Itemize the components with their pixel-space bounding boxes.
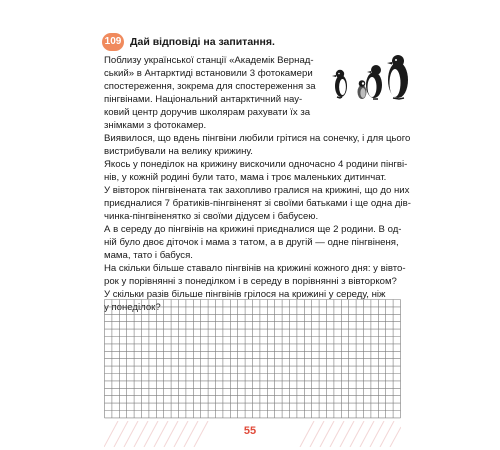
problem-line: На скільки більше ставало пінгвінів на крижині кожного дня: у вівто- bbox=[104, 263, 406, 274]
intro-line: пінгвінами. Національний антарктичний нау- bbox=[104, 94, 303, 105]
problem-line: вистрибували на велику крижину. bbox=[104, 146, 253, 157]
intro-line: спостереження, зокрема для спостереження за bbox=[104, 81, 316, 92]
task-number-badge: 109 bbox=[102, 33, 124, 51]
grid-lines bbox=[104, 299, 401, 420]
problem-line: нів, у кожній родині були тато, мама і троє маленьких дитинчат. bbox=[104, 172, 387, 183]
problem-line: приєдналися 7 братиків-пінгвіненят зі своїми батьками і ще одна дів- bbox=[104, 198, 411, 209]
problem-line: А в середу до пінгвінів на крижині приєдналися ще 2 родини. В од- bbox=[104, 224, 402, 235]
penguins-illustration bbox=[328, 52, 414, 102]
problem-line: У скільки разів більше пінгвінів грілося на крижині у середу, ніж bbox=[104, 289, 386, 300]
intro-paragraph bbox=[104, 54, 316, 132]
problem-line: мама, тато і бабуся. bbox=[104, 250, 193, 261]
answer-grid[interactable] bbox=[104, 299, 401, 420]
page-number: 55 bbox=[243, 425, 257, 437]
problem-line: у понеділок? bbox=[104, 302, 161, 313]
problem-line: чинка-пінгвіненятко зі своїми дідусем і бабусею. bbox=[104, 211, 319, 222]
intro-line: знімками з фотокамер. bbox=[104, 120, 207, 131]
problem-line: рок у порівнянні з понеділком і в середу в порівнянні з вівторком? bbox=[104, 276, 397, 287]
penguin-icon bbox=[387, 55, 408, 99]
intro-line: ковий центр доручив школярам рахувати їх за bbox=[104, 107, 311, 118]
problem-line: ній було двоє діточок і мама з татом, а в другій — одне пінгвіненя, bbox=[104, 237, 399, 248]
penguin-icon bbox=[358, 80, 367, 99]
problem-text bbox=[104, 132, 411, 314]
problem-line: Якось у понеділок на крижину вискочили одночасно 4 родини пінгві- bbox=[104, 159, 408, 170]
problem-line: Виявилося, що вдень пінгвіни любили грітися на сонечку, і для цього bbox=[104, 133, 411, 144]
penguin-icon bbox=[332, 70, 347, 98]
intro-line: ський» в Антарктиді встановили 3 фотокамери bbox=[104, 68, 313, 79]
task-title: Дай відповіді на запитання. bbox=[130, 36, 275, 48]
problem-line: У вівторок пінгвінената так захопливо гралися на крижині, що до них bbox=[104, 185, 410, 196]
intro-line: Поблизу української станції «Академік Вернад- bbox=[104, 55, 314, 66]
penguin-icon bbox=[366, 65, 382, 99]
